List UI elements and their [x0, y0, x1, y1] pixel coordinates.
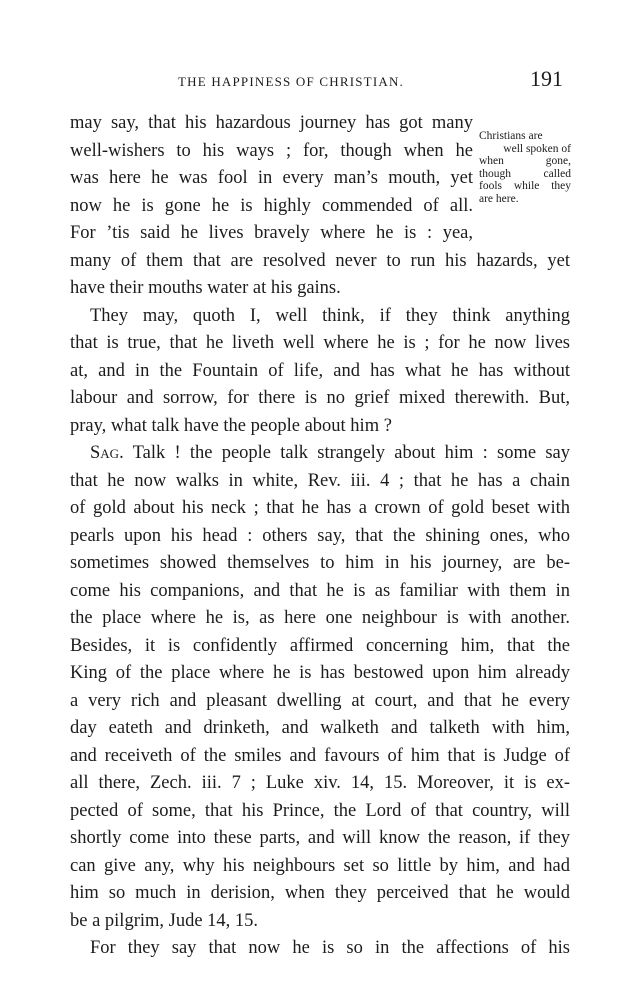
- text-line: at, and in the Fountain of life, and has what he has without: [70, 360, 570, 381]
- text-line: well-wishers to his ways ; for, though when he: [70, 140, 473, 161]
- body-text: [70, 110, 570, 963]
- text-line: pected of some, that his Prince, the Lord of that country, will: [70, 800, 570, 821]
- text-line: may say, that his hazardous journey has got many: [70, 113, 473, 133]
- text-line: shortly come into these parts, and will know the reason, if they: [70, 828, 570, 848]
- text-line: King of the place where he is has bestowed upon him already: [70, 663, 570, 683]
- margin-note-line: Christians are: [479, 130, 543, 142]
- text-line: of gold about his neck ; that he has a crown of gold beset with: [70, 498, 570, 518]
- text-line: was here he was fool in every man’s mouth, yet: [70, 168, 473, 188]
- text-line: the place where he is, as here one neighbour is with another.: [70, 608, 570, 628]
- speaker-name: Sag.: [90, 443, 124, 463]
- text-line: labour and sorrow, for there is no grief mixed therewith. But,: [70, 388, 570, 408]
- margin-note-line: are here.: [479, 192, 519, 205]
- text-line: a very rich and pleasant dwelling at court, and that he every: [70, 690, 570, 711]
- text-fragment: Talk ! the people talk strangely about him : some say: [123, 443, 570, 463]
- text-line: For they say that now he is so in the affections of his: [90, 938, 570, 958]
- text-line: many of them that are resolved never to run his hazards, yet: [70, 250, 570, 271]
- text-line: all there, Zech. iii. 7 ; Luke xiv. 14, 15. Moreover, it is ex-: [70, 773, 570, 793]
- page-number: 191: [530, 66, 563, 91]
- text-line: pearls upon his head : others say, that the shining ones, who: [70, 525, 570, 546]
- text-line: come his companions, and that he is as familiar with them in: [70, 580, 570, 601]
- text-line: have their mouths water at his gains.: [70, 278, 341, 298]
- text-line: that is true, that he liveth well where he is ; for he now lives: [70, 333, 570, 353]
- running-head: THE HAPPINESS OF CHRISTIAN.: [178, 74, 404, 89]
- text-line: [70, 440, 570, 468]
- text-line: They may, quoth I, well think, if they think anything: [90, 305, 570, 326]
- margin-note-line: well spoken of: [503, 142, 571, 155]
- text-line: Besides, it is confidently affirmed concerning him, that the: [70, 635, 570, 656]
- text-line: now he is gone he is highly commended of all.: [70, 195, 473, 216]
- margin-note-line: though called: [479, 167, 571, 180]
- text-line: pray, what talk have the people about him ?: [70, 415, 392, 436]
- text-line: him so much in derision, when they perceived that he would: [70, 883, 570, 903]
- margin-note-line: when gone,: [479, 155, 571, 167]
- margin-note-line: fools while they: [479, 180, 571, 192]
- text-line: that he now walks in white, Rev. iii. 4 ; that he has a chain: [70, 470, 570, 491]
- text-line: be a pilgrim, Jude 14, 15.: [70, 910, 259, 931]
- text-line: For ’tis said he lives bravely where he is : yea,: [70, 223, 473, 243]
- text-line: sometimes showed themselves to him in his journey, are be-: [70, 553, 570, 573]
- text-line: day eateth and drinketh, and walketh and talketh with him,: [70, 718, 570, 738]
- text-line: and receiveth of the smiles and favours of him that is Judge of: [70, 745, 570, 766]
- text-line: can give any, why his neighbours set so little by him, and had: [70, 855, 570, 876]
